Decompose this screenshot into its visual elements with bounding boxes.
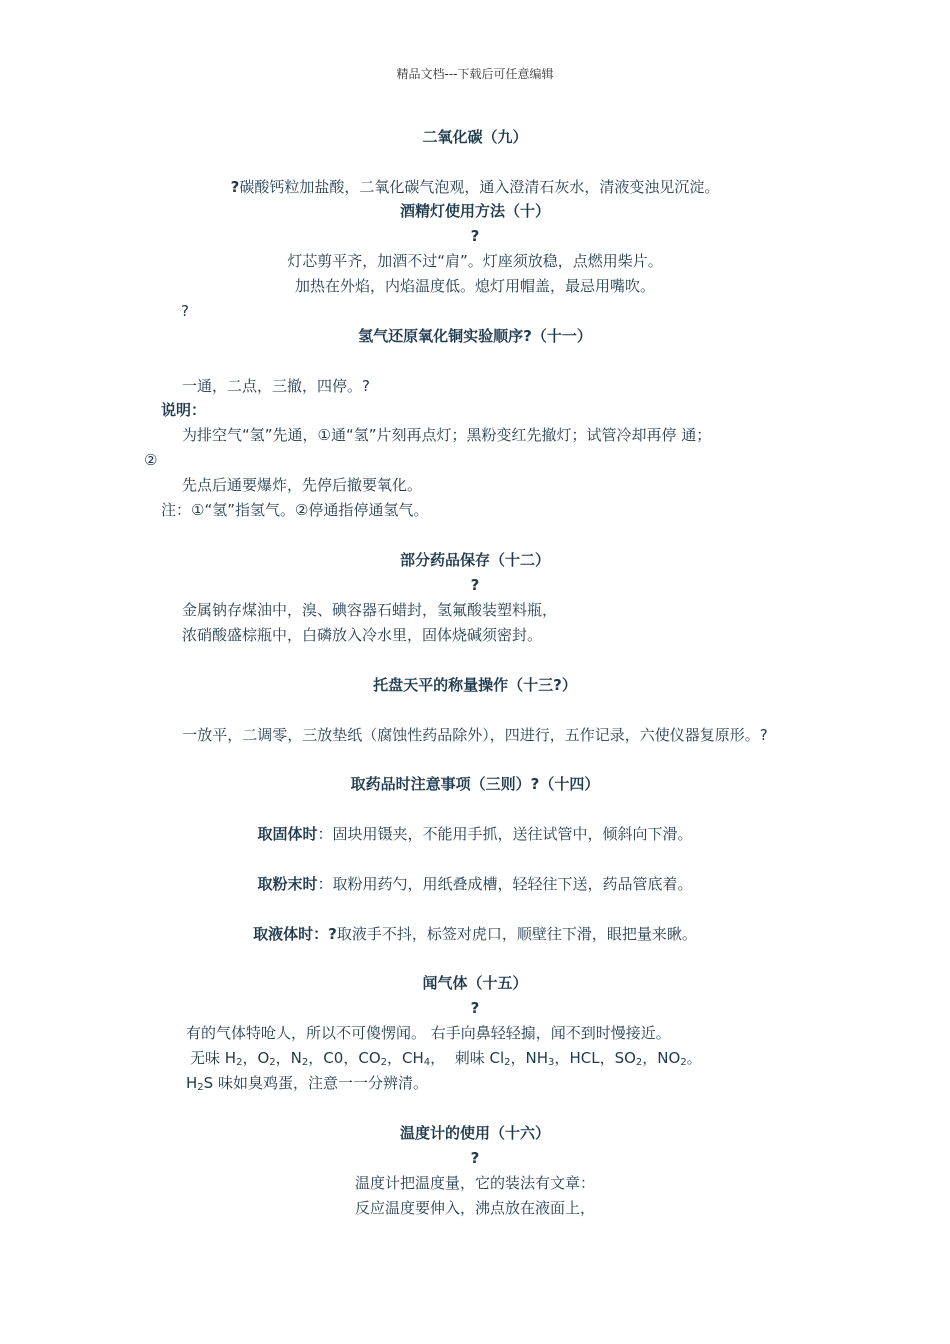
storage-line-1: 金属钠存煤油中，溴、碘容器石蜡封，氢氟酸装塑料瓶， [182,601,558,619]
smell-line-2: 无味 $H_2$，$O_2$，$N_2$，C0，$CO_2$，$CH_4$， 刺味 $Cl_2$，$NH_3$，HCL，$SO_2$，$NO_2$。 [190,1049,702,1068]
storage-line-2: 浓硝酸盛棕瓶中，白磷放入冷水里，固体烧碱须密封。 [182,626,543,644]
question-mark: ? [470,227,480,245]
thermometer-line-2: 反应温度要伸入，沸点放在液面上， [354,1199,595,1217]
hydrogen-note: 注：①“氢”指氢气。②停通指停通氢气。 [161,501,429,519]
question-mark: ? [470,999,480,1017]
question-mark: ? [470,1149,480,1167]
powder-text: ：取粉用药勺，用纸叠成槽，轻轻往下送，药品管底着。 [317,875,693,893]
alcohol-lamp-line-2: 加热在外焰，内焰温度低。熄灯用帽盖，最忌用嘴吹。 [294,277,655,295]
solid-rule [0,824,950,844]
page-header: 精品文档---下载后可任意编辑 [396,67,554,81]
co2-line [0,177,950,197]
explanation-label: 说明： [161,401,207,419]
solid-text: ：固块用镊夹，不能用手抓，送往试管中，倾斜向下滑。 [317,825,693,843]
question-mark: ? [181,302,189,320]
section-title-hydrogen-reduction: 氢气还原氧化铜实验顺序?（十一） [358,327,592,345]
hydrogen-explanation-1: 为排空气“氢”先通，①通“氢”片刻再点灯；黑粉变红先撤灯；试管冷却再停 通； [182,426,712,444]
section-title-alcohol-lamp: 酒精灯使用方法（十） [399,202,550,220]
section-title-smelling-gas: 闻气体（十五） [422,974,528,992]
liquid-rule [0,924,950,944]
question-mark: ? [470,576,480,594]
solid-label: 取固体时 [257,825,318,843]
thermometer-line-1: 温度计把温度量，它的装法有文章： [354,1174,595,1192]
section-title-storage: 部分药品保存（十二） [399,551,550,569]
hydrogen-steps: 一通，二点，三撤，四停。? [182,377,370,395]
powder-rule [0,874,950,894]
alcohol-lamp-line-1: 灯芯剪平齐，加酒不过“肩”。灯座须放稳，点燃用柴片。 [287,252,663,270]
section-title-balance: 托盘天平的称量操作（十三?） [373,676,577,694]
powder-label: 取粉末时 [257,875,318,893]
co2-text: 碳酸钙粒加盐酸，二氧化碳气泡观，通入澄清石灰水，清液变浊见沉淀。 [239,178,720,196]
liquid-text: 取液手不抖，标签对虎口，顺壁往下滑，眼把量来瞅。 [336,925,697,943]
section-title-thermometer: 温度计的使用（十六） [399,1124,550,1142]
hydrogen-explanation-marker: ② [144,451,158,469]
section-title-co2: 二氧化碳（九） [422,128,528,146]
balance-steps: 一放平，二调零，三放垫纸（腐蚀性药品除外），四进行，五作记录，六使仪器复原形。? [182,726,768,744]
question-mark: ? [230,178,240,196]
smell-line-3: $H_2S$ 味如臭鸡蛋，注意一一分辨清。 [186,1074,428,1093]
hydrogen-explanation-2: 先点后通要爆炸，先停后撤要氧化。 [182,476,423,494]
smell-line-1: 有的气体特呛人，所以不可傻愣闻。 右手向鼻轻轻搧，闻不到时慢接近。 [186,1024,671,1042]
section-title-taking-reagents: 取药品时注意事项（三则）?（十四） [350,775,600,793]
liquid-label: 取液体时：? [253,925,337,943]
